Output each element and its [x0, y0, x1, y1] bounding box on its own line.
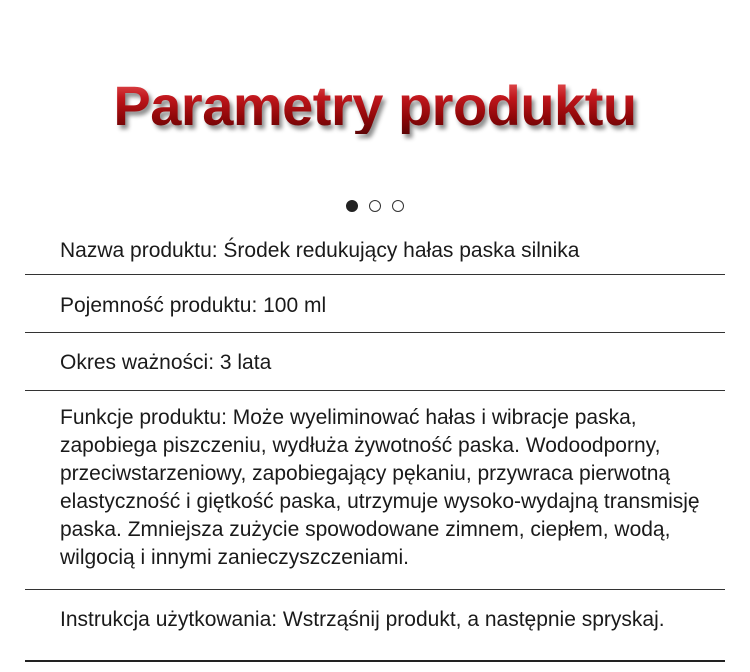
carousel-dot-1[interactable]	[346, 200, 358, 212]
page-title: Parametry produktu	[0, 78, 750, 134]
parameter-row-name: Nazwa produktu: Środek redukujący hałas paska silnika	[25, 226, 725, 275]
carousel-dot-2[interactable]	[369, 200, 381, 212]
parameter-row-shelf-life: Okres ważności: 3 lata	[25, 333, 725, 391]
carousel-dot-3[interactable]	[392, 200, 404, 212]
parameter-row-functions: Funkcje produktu: Może wyeliminować hałas i wibracje paska, zapobiega piszczeniu, wydłuża żywotność paska. Wodoodporny, przeciwstarzeniowy, zapobiegający pękaniu, przywraca pierwotną elastyczność i giętkość paska, utrzymuje wysoko-wydajną transmisję paska. Zmniejsza zużycie spowodowane zimnem, ciepłem, wodą, wilgocią i innymi zanieczyszczeniami.	[25, 391, 725, 590]
parameters-table	[25, 226, 725, 662]
parameter-row-capacity: Pojemność produktu: 100 ml	[25, 275, 725, 333]
parameter-row-instructions: Instrukcja użytkowania: Wstrząśnij produkt, a następnie spryskaj.	[25, 590, 725, 662]
carousel-indicator	[0, 200, 750, 212]
